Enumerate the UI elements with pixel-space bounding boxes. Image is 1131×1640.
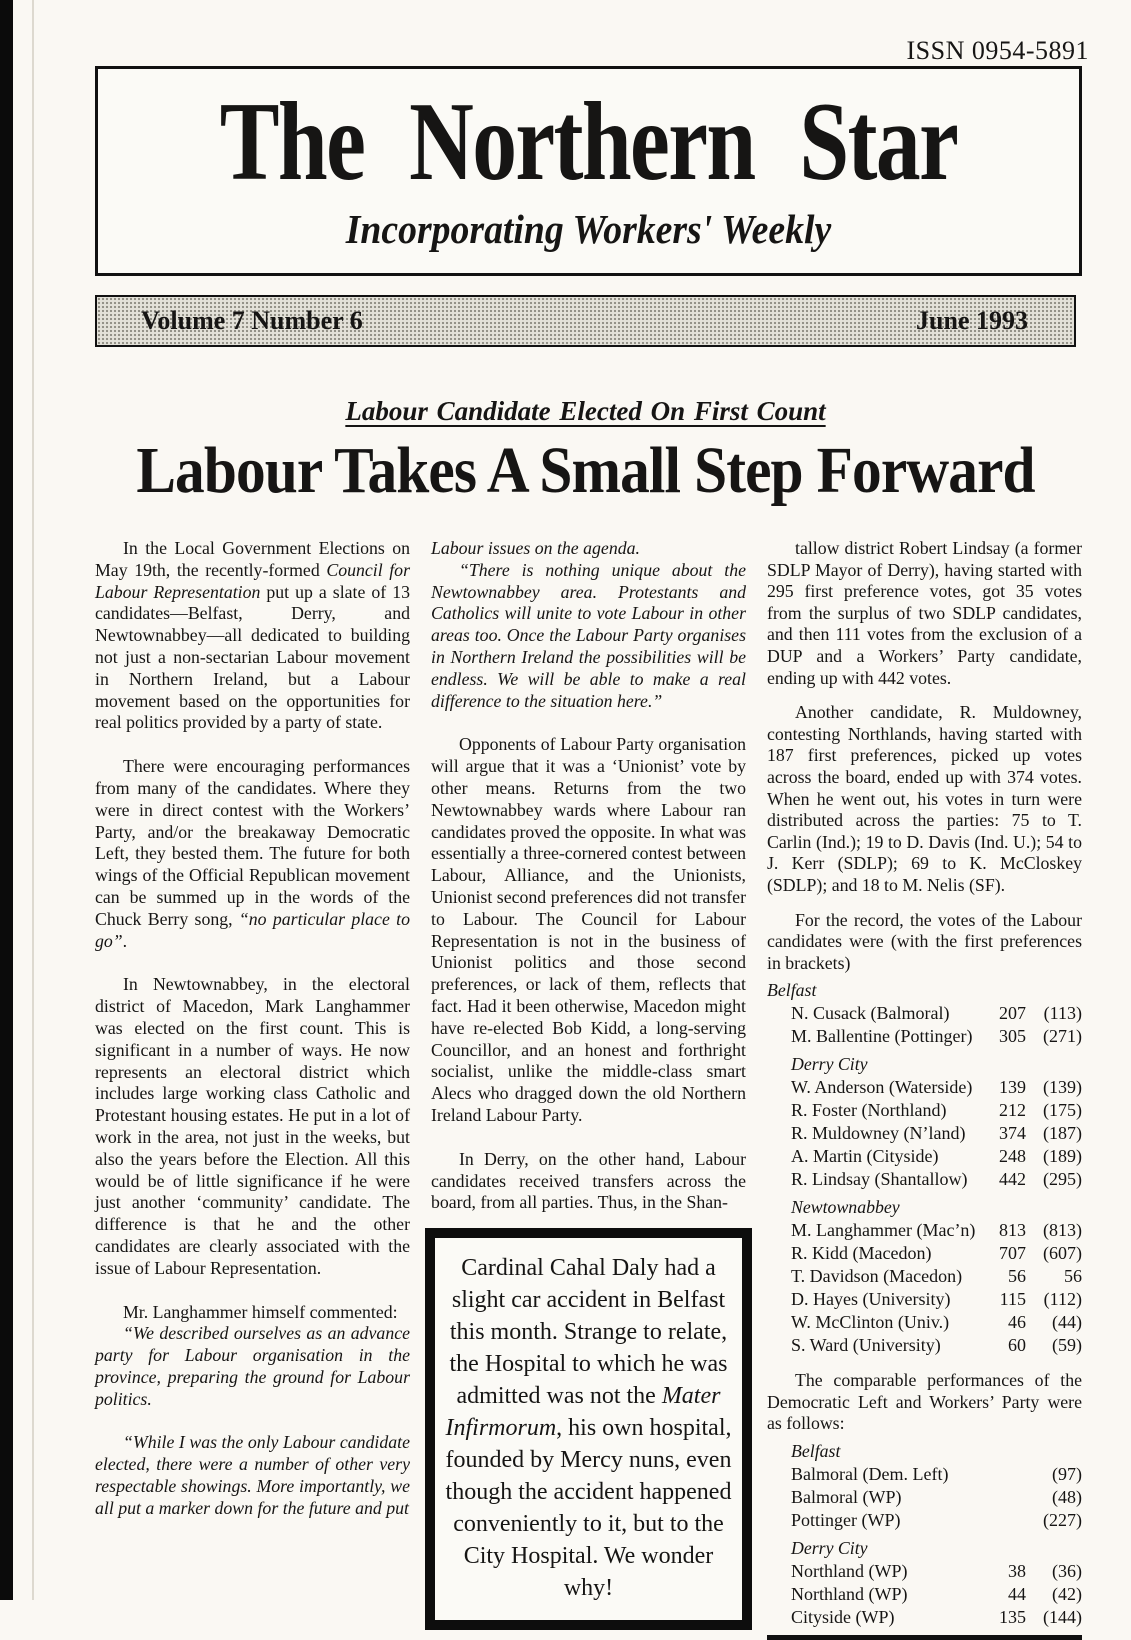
comparison-table (791, 1440, 1082, 1629)
page-edge-shadow (32, 0, 34, 1600)
text-segment: . (122, 930, 128, 951)
issue-bar (95, 295, 1076, 347)
result-row: M. Langhammer (Mac’n) 813 (813) (791, 1220, 1082, 1241)
paragraph: Mr. Langhammer himself commented: (123, 1301, 398, 1322)
result-row: Northland (WP) 38 (36) (791, 1561, 1082, 1582)
result-row: W. McClinton (Univ.) 46 (44) (791, 1312, 1082, 1333)
main-headline: Labour Takes A Small Step Forward (136, 434, 1035, 507)
paragraph: tallow district Robert Lindsay (a former SDLP Mayor of Derry), having started with 295 first preference votes, got 35 votes from the surplus of two SDLP candidates, and then 111 votes from the exclusion of a DUP and a Workers’ Party candidate, ending up with 442 votes. (767, 538, 1082, 688)
result-row: Balmoral (Dem. Left) (97) (791, 1464, 1082, 1485)
result-row: Balmoral (WP) (48) (791, 1487, 1082, 1508)
article-columns (95, 538, 1083, 1640)
kicker-line: Labour Candidate Elected On First Count (345, 396, 826, 426)
result-row: Pottinger (WP) (227) (791, 1510, 1082, 1531)
paragraph: Another candidate, R. Muldowney, contesting Northlands, having started with 187 first preferences, picked up votes across the board, ended up with 374 votes. When he went out, his votes in turn were distributed across the parties: 75 to T. Carlin (Ind.); 19 to D. Davis (Ind. U.); 54 to J. Kerr (SDLP); 69 to K. McCloskey (SDLP); and 18 to M. Nelis (SF). (767, 702, 1082, 895)
paragraph: For the record, the votes of the Labour candidates were (with the first preferences in brackets) (767, 909, 1082, 973)
result-row: Northland (WP) 44 (42) (791, 1584, 1082, 1605)
results-group-label: Derry City (791, 1538, 868, 1559)
result-row: N. Cusack (Balmoral) 207 (113) (791, 1003, 1082, 1024)
result-row: A. Martin (Cityside) 248 (189) (791, 1146, 1082, 1167)
paragraph: In Newtownabbey, in the electoral district of Macedon, Mark Langhammer was elected on the first count. This is significant in a number of ways. He now represents an electoral district which includes large working class Catholic and Protestant housing estates. He put in a lot of work in the area, not just in the weeks, but also the years before the Election. All this would be of little significance if he were just another ‘community’ candidate. The difference is that he and the other candidates are clearly associated with the issue of Labour Representation. (95, 974, 410, 1278)
result-row: S. Ward (University) 60 (59) (791, 1335, 1082, 1356)
italic-segment: Council for Labour Representation (95, 559, 410, 602)
text-segment: put up a slate of 13 candidates—Belfast, Derry, and Newtownabbey—all dedicated to building not just a non-sectarian Labour movement in Northern Ireland, but a Labour movement based on the opportunities for real politics provided by a party of state. (95, 581, 410, 733)
column-2 (431, 538, 746, 1640)
text-segment: Cardinal Cahal Daly had a slight car accident in Belfast this month. Strange to relate, the Hospital to which he was admitted was not the (449, 1255, 728, 1410)
masthead-box (95, 66, 1082, 276)
text-segment: There were encouraging performances from many of the candidates. Where they were in direct contest with the Workers’ Party, and/or the breakaway Democratic Left, they bested them. The future for both wings of the Official Republican movement can be summed up in the words of the Chuck Berry song, (95, 756, 410, 929)
quote-paragraph: “While I was the only Labour candidate elected, there were a number of other very respectable showings. More importantly, we all put a marker down for the future and put (95, 1432, 410, 1518)
section-end-rule (767, 1635, 1082, 1640)
results-group-label: Belfast (791, 1441, 841, 1462)
result-row: M. Ballentine (Pottinger) 305 (271) (791, 1026, 1082, 1047)
italic-segment: Mater Infirmorum (445, 1383, 721, 1442)
result-row: T. Davidson (Macedon) 56 56 (791, 1266, 1082, 1287)
paragraph (95, 756, 410, 952)
scan-edge-strip (0, 0, 13, 1600)
result-row: R. Foster (Northland) 212 (175) (791, 1100, 1082, 1121)
quote-paragraph: “We described ourselves as an advance party for Labour organisation in the province, preparing the ground for Labour politics. (95, 1323, 410, 1409)
newspaper-title: The Northern Star (219, 80, 958, 204)
paragraph (95, 538, 410, 734)
column-1 (95, 538, 410, 1640)
paragraph: Opponents of Labour Party organisation will argue that it was a ‘Unionist’ vote by other means. Returns from the two Newtownabbey wards where Labour ran candidates proved the opposite. In what was essentially a three-cornered contest between Labour, Alliance, and the Unionists, Unionist second preferences did not transfer to Labour. The Council for Labour Representation is not in the business of Unionist politics and those second preferences, or lack of them, reflects that fact. Had it been otherwise, Macedon might have re-elected Bob Kidd, a long-serving Councillor, and an honest and forthright socialist, unlike the middle-class smart Alecs who dragged down the old Northern Ireland Labour Party. (431, 734, 746, 1125)
result-row: R. Kidd (Macedon) 707 (607) (791, 1243, 1082, 1264)
quote-paragraph: “There is nothing unique about the Newtownabbey area. Protestants and Catholics will unite to vote Labour in other areas too. Once the Labour Party organises in Northern Ireland the possibilities will be endless. We will be able to make a real difference to the situation here.” (431, 559, 746, 711)
result-row: R. Lindsay (Shantallow) 442 (295) (791, 1169, 1082, 1190)
quote-paragraph: Labour issues on the agenda. (431, 538, 640, 558)
result-row: D. Hayes (University) 115 (112) (791, 1289, 1082, 1310)
result-row: R. Muldowney (N’land) 374 (187) (791, 1123, 1082, 1144)
issue-date: June 1993 (916, 306, 1028, 335)
cardinal-callout-box (425, 1228, 752, 1630)
text-segment: , his own hospital, founded by Mercy nuns, even though the accident happened conveniently to it, but to the City Hospital. We wonder why! (445, 1415, 732, 1602)
column-3 (767, 538, 1082, 1640)
paragraph: In Derry, on the other hand, Labour candidates received transfers across the board, from all parties. Thus, in the Shan- (431, 1148, 746, 1213)
result-row: W. Anderson (Waterside) 139 (139) (791, 1077, 1082, 1098)
results-group-label: Newtownabbey (791, 1197, 900, 1218)
paragraph: The comparable performances of the Democratic Left and Workers’ Party were as follows: (767, 1370, 1082, 1434)
newspaper-subtitle: Incorporating Workers' Weekly (345, 206, 832, 253)
results-table (791, 1002, 1082, 1357)
volume-number: Volume 7 Number 6 (141, 306, 363, 335)
italic-segment: “no particular place to go” (95, 908, 410, 951)
issn-number: ISSN 0954-5891 (906, 36, 1089, 65)
results-group-label: Derry City (791, 1054, 868, 1075)
results-group-label: Belfast (767, 980, 817, 1001)
text-segment: In the Local Government Elections on May 19th, the recently-formed (95, 538, 410, 580)
result-row: Cityside (WP) 135 (144) (791, 1607, 1082, 1628)
